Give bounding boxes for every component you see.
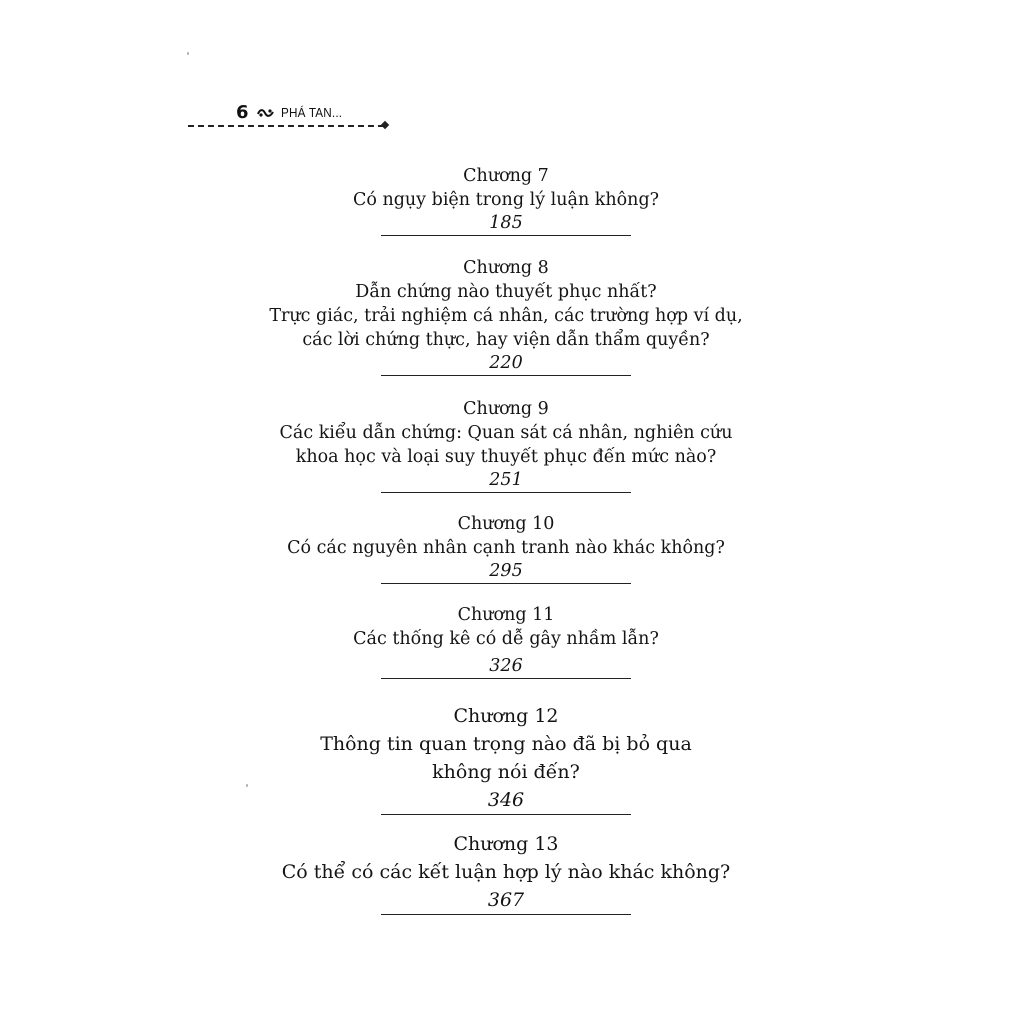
chapter-title: Trực giác, trải nghiệm cá nhân, các trường hợp ví dụ, [269, 306, 743, 326]
chapter-page-number: 295 [489, 561, 523, 581]
entry-rule [381, 583, 631, 584]
chapter-title: Thông tin quan trọng nào đã bị bỏ qua [320, 733, 692, 755]
chapter-page-number: 185 [489, 213, 523, 233]
chapter-label: Chương 8 [463, 258, 549, 278]
chapter-label: Chương 9 [463, 399, 549, 419]
scan-speck [246, 784, 248, 787]
toc-entry-chapter-8 [262, 256, 750, 376]
page-number: 6 [236, 102, 249, 123]
chapter-title: các lời chứng thực, hay viện dẫn thẩm quyền? [302, 330, 710, 350]
toc-entry-chapter-10 [262, 512, 750, 584]
running-header [188, 100, 388, 130]
chapter-title: khoa học và loại suy thuyết phục đến mức nào? [295, 447, 717, 467]
chapter-label: Chương 12 [453, 705, 559, 727]
chapter-label: Chương 7 [463, 166, 549, 186]
toc-entry-chapter-12 [262, 702, 750, 815]
running-title: PHÁ TAN... [280, 105, 342, 120]
entry-rule [381, 492, 631, 493]
toc-entry-chapter-9 [262, 397, 750, 493]
diamond-end-icon [381, 121, 389, 129]
chapter-page-number: 220 [489, 353, 523, 373]
chapter-page-number: 251 [489, 470, 523, 490]
toc-entry-chapter-7 [262, 164, 750, 236]
chapter-title: Có các nguyên nhân cạnh tranh nào khác không? [287, 538, 725, 558]
toc-entry-chapter-11 [262, 603, 750, 679]
entry-rule [381, 375, 631, 376]
chapter-label: Chương 11 [457, 605, 555, 625]
chapter-title: Có thể có các kết luận hợp lý nào khác không? [281, 861, 731, 883]
dotted-rule [188, 125, 384, 127]
chapter-title: Các kiểu dẫn chứng: Quan sát cá nhân, nghiên cứu [279, 423, 733, 443]
header-line [236, 102, 349, 123]
chapter-title: Có ngụy biện trong lý luận không? [352, 190, 660, 210]
entry-rule [381, 814, 631, 815]
chapter-label: Chương 13 [453, 833, 559, 855]
entry-rule [381, 678, 631, 679]
entry-rule [381, 235, 631, 236]
vine-flourish-icon [257, 107, 275, 119]
chapter-label: Chương 10 [457, 514, 555, 534]
entry-rule [381, 914, 631, 915]
chapter-title: Dẫn chứng nào thuyết phục nhất? [355, 282, 657, 302]
chapter-title: không nói đến? [432, 761, 580, 783]
chapter-title: Các thống kê có dễ gây nhầm lẫn? [353, 629, 659, 649]
chapter-page-number: 346 [487, 789, 525, 811]
chapter-page-number: 326 [489, 656, 523, 676]
chapter-page-number: 367 [487, 889, 525, 911]
toc-entry-chapter-13 [262, 830, 750, 915]
scan-speck [187, 52, 189, 55]
